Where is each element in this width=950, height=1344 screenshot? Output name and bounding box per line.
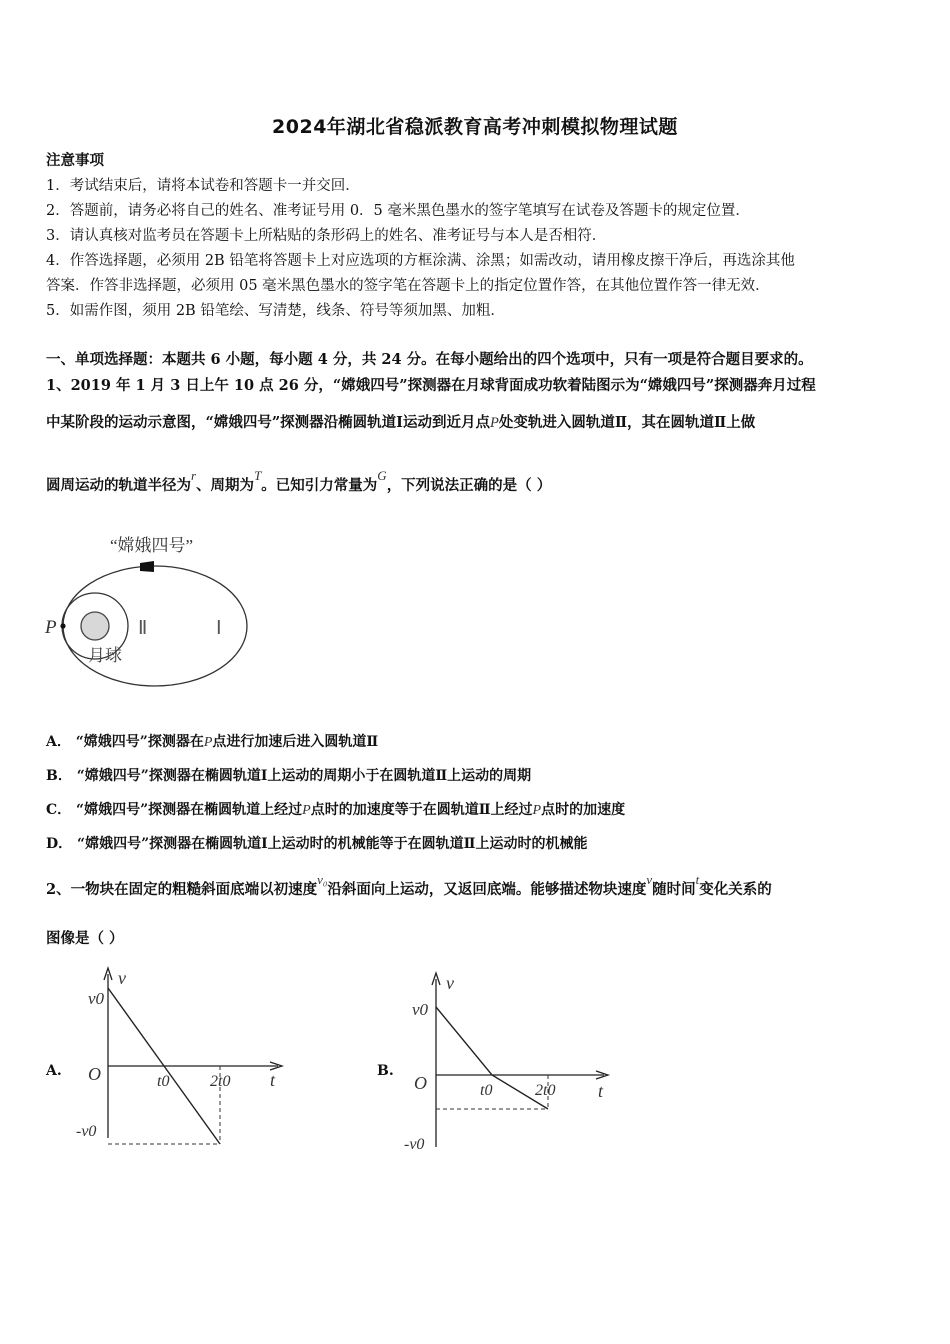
x-axis-label: t — [598, 1081, 604, 1101]
page-title: 2024年湖北省稳派教育高考冲刺模拟物理试题 — [272, 116, 678, 138]
y-top-label: v0 — [412, 1000, 429, 1019]
probe-icon — [140, 561, 154, 572]
probe-label: “嫦娥四号” — [110, 536, 194, 555]
graph-b — [402, 965, 632, 1165]
q2-line1: 2、一物块在固定的粗糙斜面底端以初速度v₀沿斜面向上运动，又返回底端。能够描述物块速度v随时间t变化关系的 — [46, 872, 772, 898]
notice-item: 2．答题前，请务必将自己的姓名、准考证号用 0．5 毫米黑色墨水的签字笔填写在试卷及答题卡的规定位置． — [46, 203, 750, 219]
y-top-label: v0 — [88, 989, 105, 1008]
notice-item: 1．考试结束后，请将本试卷和答题卡一并交回． — [46, 178, 360, 194]
point-p-dot — [60, 623, 65, 628]
y-bottom-label: -v0 — [404, 1136, 425, 1153]
notice-item: 4．作答选择题，必须用 2B 铅笔将答题卡上对应选项的方框涂满、涂黑；如需改动，请用橡皮擦干净后，再选涂其他 — [46, 253, 795, 269]
2t0-label: 2t0 — [210, 1073, 231, 1090]
graph-a — [70, 960, 300, 1165]
orbit-diagram — [40, 525, 260, 695]
moon — [81, 612, 109, 640]
notice-item: 5．如需作图，须用 2B 铅笔绘、写清楚，线条、符号等须加黑、加粗． — [46, 303, 505, 319]
q1-line3: 圆周运动的轨道半径为r、周期为T。已知引力常量为G，下列说法正确的是（ ） — [46, 468, 552, 494]
q1-line1: 1、2019 年 1 月 3 日上午 10 点 26 分，“嫦娥四号”探测器在月球背面成功软着陆图示为“嫦娥四号”探测器奔月过程 — [46, 377, 816, 394]
option-a[interactable]: A． “嫦娥四号”探测器在P点进行加速后进入圆轨道Ⅱ — [46, 734, 379, 750]
origin-label: O — [88, 1064, 101, 1084]
graph-a-option-label[interactable]: A. — [46, 1063, 62, 1079]
origin-label: O — [414, 1073, 427, 1093]
section-heading: 一、单项选择题：本题共 6 小题，每小题 4 分，共 24 分。在每小题给出的四个选项中，只有一项是符合题目要求的。 — [46, 351, 813, 368]
option-b[interactable]: B． “嫦娥四号”探测器在椭圆轨道Ⅰ上运动的周期小于在圆轨道Ⅱ上运动的周期 — [46, 768, 532, 784]
q2-line2: 图像是（ ） — [46, 930, 124, 947]
orbit1-label: Ⅰ — [216, 618, 222, 639]
notice-item: 答案．作答非选择题，必须用 05 毫米黑色墨水的签字笔在答题卡上的指定位置作答，在其他位置作答一律无效． — [46, 278, 770, 294]
orbit2-label: Ⅱ — [138, 618, 148, 639]
point-p-label: P — [45, 617, 57, 638]
option-c[interactable]: C． “嫦娥四号”探测器在椭圆轨道上经过P点时的加速度等于在圆轨道Ⅱ上经过P点时的加速度 — [46, 802, 626, 818]
y-bottom-label: -v0 — [76, 1123, 97, 1140]
q1-line2: 中某阶段的运动示意图，“嫦娥四号”探测器沿椭圆轨道Ⅰ运动到近月点P处变轨进入圆轨道Ⅱ，其在圆轨道Ⅱ上做 — [46, 414, 756, 431]
y-axis-label: v — [118, 968, 126, 988]
t0-label: t0 — [480, 1082, 493, 1099]
option-d[interactable]: D． “嫦娥四号”探测器在椭圆轨道Ⅰ上运动时的机械能等于在圆轨道Ⅱ上运动时的机械能 — [46, 836, 588, 852]
moon-label: 月球 — [88, 646, 122, 665]
x-axis-label: t — [270, 1070, 276, 1090]
notice-heading: 注意事项 — [46, 152, 104, 169]
y-axis-label: v — [446, 973, 454, 993]
2t0-label: 2t0 — [535, 1082, 556, 1099]
notice-item: 3．请认真核对监考员在答题卡上所粘贴的条形码上的姓名、准考证号与本人是否相符． — [46, 228, 607, 244]
t0-label: t0 — [157, 1073, 170, 1090]
graph-b-option-label[interactable]: B. — [377, 1063, 394, 1079]
